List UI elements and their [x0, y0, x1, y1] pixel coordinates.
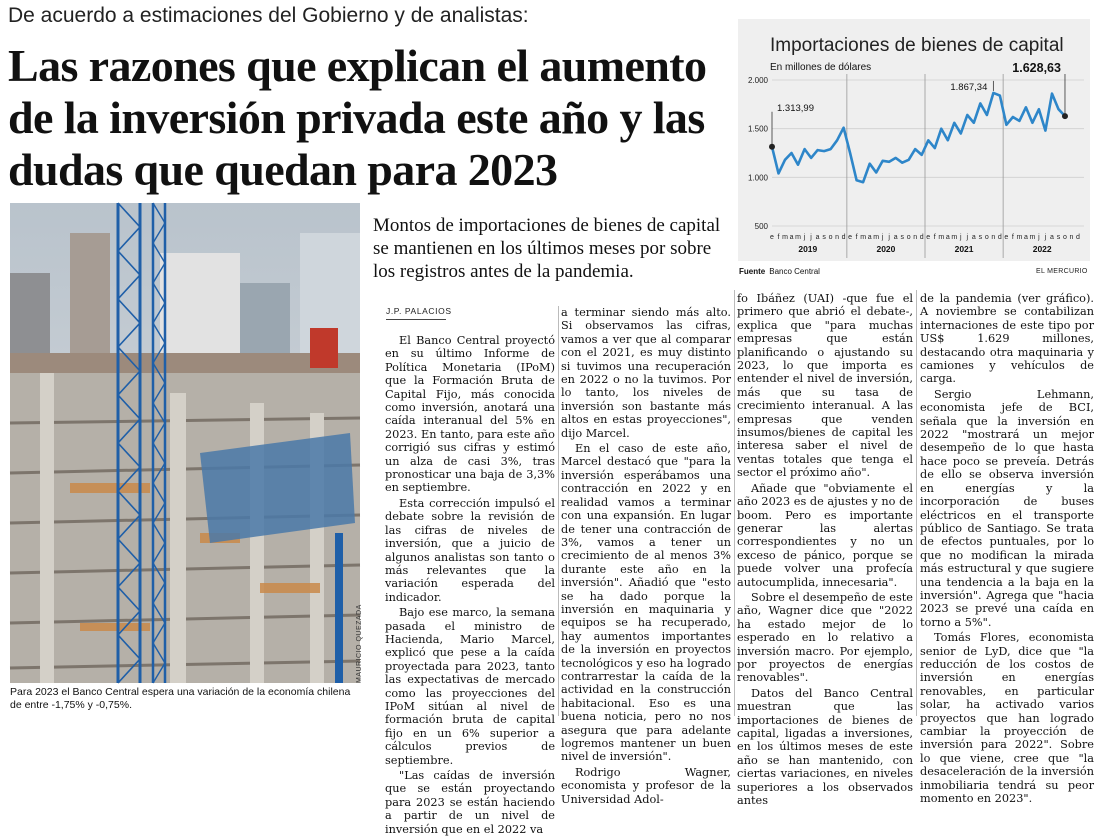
paragraph: de la pandemia (ver gráfico). A noviembre se contabilizan internaciones de este tipo por US$ 1.629 millones, destacando otra maquinaria y camiones y vehículos de carga.	[920, 292, 1094, 386]
x-tick-label: o	[906, 234, 911, 241]
x-tick-label: n	[991, 234, 996, 241]
construction-photo-illustration	[10, 203, 360, 683]
kicker: De acuerdo a estimaciones del Gobierno y de analistas:	[8, 4, 529, 27]
x-tick-label: s	[1056, 234, 1061, 241]
x-tick-label: n	[913, 234, 918, 241]
annotation-point	[1062, 113, 1068, 119]
construction-photo	[10, 203, 360, 683]
x-tick-label: j	[1038, 234, 1040, 241]
paragraph: Añade que "obviamente el año 2023 es de ajustes y no de boom. Pero es importante generar las alertas correspondientes y no un exceso de pánico, porque se puede volver una profecía autocumplida, innecesaria".	[737, 481, 913, 589]
x-tick-label: d	[919, 234, 924, 241]
x-tick-label: n	[1069, 234, 1074, 241]
chart-source	[739, 267, 820, 276]
x-tick-label: m	[1016, 234, 1023, 241]
article-column-2	[561, 306, 731, 808]
x-tick-label: j	[881, 234, 884, 241]
x-tick-label: d	[841, 234, 846, 241]
x-tick-label: f	[855, 234, 858, 241]
x-tick-label: e	[926, 234, 931, 241]
paragraph: El Banco Central proyectó en su último Informe de Política Monetaria (IPoM) que la Formación Bruta de Capital Fijo, más conocida como inversión, anotará una caída interanual del 5% en 2023. En tanto, para este año corrigió sus cifras y estimó un alza de casi 3%, tras pronosticar una baja de 3,3% en septiembre.	[385, 334, 555, 495]
deck: Montos de importaciones de bienes de capital se mantienen en los últimos meses por sobre los registros antes de la pandemia.	[373, 215, 721, 282]
annotation-label: 1.867,34	[950, 81, 988, 93]
x-tick-label: a	[971, 234, 976, 241]
byline-rule	[386, 319, 446, 320]
photo-credit	[356, 603, 368, 683]
x-tick-label: m	[782, 234, 788, 241]
series-line	[772, 93, 1065, 182]
paragraph: "Las caídas de inversión que se están proyectando para 2023 se están haciendo a partir de un nivel de inversión que en el 2022 va	[385, 769, 555, 836]
x-tick-label: j	[803, 234, 806, 241]
x-tick-label: o	[828, 234, 833, 241]
photo-caption: Para 2023 el Banco Central espera una variación de la economía chilena de entre -1,75% y -0,75%.	[10, 686, 351, 711]
column-divider	[734, 290, 735, 716]
x-tick-label: m	[873, 234, 880, 241]
x-tick-label: f	[933, 234, 936, 241]
x-tick-label: a	[893, 234, 898, 241]
year-label: 2022	[1032, 244, 1052, 254]
y-tick-label: 2.000	[747, 76, 768, 85]
year-label: 2020	[876, 244, 896, 254]
x-tick-label: m	[795, 234, 801, 241]
x-tick-label: e	[848, 234, 853, 241]
x-tick-label: d	[997, 234, 1002, 241]
x-tick-label: m	[951, 234, 958, 241]
x-tick-label: a	[1023, 234, 1028, 241]
paragraph: Bajo ese marco, la semana pasada el ministro de Hacienda, Mario Marcel, explicó que pese a la caída proyectada para 2023, tanto las expectativas de mercado como las proyecciones del IPoM sitúan al nivel de formación bruta de capital fijo en un 6% superior a cálculos previos de septiembre.	[385, 606, 555, 767]
chart-source-label: Fuente	[739, 267, 766, 276]
x-tick-label: f	[1011, 234, 1014, 241]
year-label: 2021	[954, 244, 974, 254]
x-tick-label: s	[900, 234, 904, 241]
article-column-3	[737, 292, 913, 809]
x-tick-label: a	[789, 234, 794, 241]
paragraph: Esta corrección impulsó el debate sobre la revisión de las cifras de niveles de inversión, que a juicio de algunos analistas son tanto o más relevantes que la variación esperada del indicador.	[385, 496, 555, 604]
paragraph: Rodrigo Wagner, economista y profesor de la Universidad Adol-	[561, 765, 731, 806]
x-tick-label: a	[945, 234, 950, 241]
x-tick-label: e	[1004, 234, 1009, 241]
paragraph: Tomás Flores, economista senior de LyD, dice que "la reducción de los costos de inversión en energías renovables, en particular solar, ha activado varios proyectos que han logrado cambiar la proyección de inversión para 2022". Sobre lo que viene, cree que "la desaceleración de la inversión inmobiliaria tendrá su peor momento en 2023".	[920, 631, 1094, 806]
chart-source-value: Banco Central	[769, 267, 820, 276]
paragraph: En el caso de este año, Marcel destacó que "para la inversión esperábamos una contracción en 2022 y en realidad vamos a terminar con una expansión. En lugar de tener una contracción de 3%, vamos a tener un crecimiento de al menos 3% durante este año en la inversión". Añadió que "esto se ha dado porque la inversión en maquinaria y equipos se ha recuperado, hay aumentos importantes de la inversión en proyectos tecnológicos y eso ha logrado contrarrestar la caída de la actividad en la construcción habitacional. Eso es una buena noticia, pero no nos asegura que para adelante logremos mantener un buen nivel de inversión".	[561, 442, 731, 764]
paragraph: Sergio Lehmann, economista jefe de BCI, señala que la inversión en 2022 "mostrará un mejor desempeño de lo que hasta hace poco se preveía. Detrás de ello se observa inversión en energías y la incorporación de buses eléctricos en el transporte público de Santiago. Se trata de efectos puntuales, por lo que no modifican la mirada más estructural y que sugiere una tendencia a la baja en la inversión". Agrega que "hacia 2023 se prevé una caída en torno a 5%".	[920, 387, 1094, 629]
paragraph: Sobre el desempeño de este año, Wagner dice que "2022 ha estado mejor de lo esperado en lo relativo a inversión macro. Por ejemplo, por proyectos de energías renovables".	[737, 590, 913, 685]
x-tick-label: o	[1063, 234, 1067, 241]
imports-line-chart	[738, 19, 1090, 261]
x-tick-label: j	[888, 234, 890, 241]
headline: Las razones que explican el aumento de la inversión privada este año y las dudas que quedan para 2023	[8, 40, 707, 195]
annotation-label: 1.628,63	[1012, 61, 1061, 75]
y-tick-label: 1.000	[747, 173, 768, 183]
paragraph: fo Ibáñez (UAI) -que fue el primero que abrió el debate-, explica que "para muchas empresas que están planificando o ajustando su 2023, lo que importa es entender el nivel de inversión, más que su tasa de crecimiento interanual. A las empresas que venden insumos/bienes de capital les interesa saber el nivel de ventas totales que tenga el sector el próximo año".	[737, 292, 913, 480]
x-tick-label: s	[978, 234, 983, 241]
x-tick-label: o	[984, 234, 989, 241]
column-divider	[916, 290, 917, 716]
x-tick-label: j	[1044, 234, 1047, 241]
x-tick-label: f	[777, 234, 780, 241]
x-tick-label: m	[938, 234, 945, 241]
column-divider	[558, 306, 559, 716]
x-tick-label: n	[835, 234, 840, 241]
x-tick-label: m	[860, 234, 867, 241]
paragraph: Datos del Banco Central muestran que las importaciones de bienes de capital, ligadas a inversiones, en los últimos meses de este año se han mantenido, con ciertas variaciones, en niveles superiores a los observados antes	[737, 686, 913, 808]
year-label: 2019	[798, 244, 818, 254]
x-tick-label: s	[822, 234, 826, 241]
article-column-4	[920, 292, 1094, 807]
x-tick-label: a	[1050, 234, 1054, 241]
chart-brand: EL MERCURIO	[1036, 268, 1088, 275]
chart-title: Importaciones de bienes de capital	[770, 35, 1064, 56]
x-tick-label: j	[960, 234, 962, 241]
x-tick-label: d	[1076, 234, 1080, 241]
y-tick-label: 500	[754, 222, 768, 231]
annotation-label: 1.313,99	[777, 102, 814, 114]
article-column-1	[385, 334, 555, 838]
x-tick-label: e	[770, 234, 774, 241]
x-tick-label: j	[810, 234, 812, 241]
chart-subtitle: En millones de dólares	[770, 62, 872, 73]
annotation-point	[769, 144, 775, 150]
photo-credit-text: MAURICIO QUEZADA	[356, 604, 363, 683]
y-tick-label: 1.500	[747, 124, 768, 134]
x-tick-label: m	[1029, 234, 1036, 241]
x-tick-label: a	[815, 234, 820, 241]
byline: J.P. PALACIOS	[386, 306, 452, 316]
x-tick-label: a	[867, 234, 872, 241]
paragraph: a terminar siendo más alto. Si observamos las cifras, vamos a ver que al comparar con el 2021, es muy distinto si tuvimos una recuperación en 2022 o no la tuvimos. Por lo tanto, los niveles de inversión son bastante más altos en estas proyecciones", dijo Marcel.	[561, 306, 731, 440]
x-tick-label: j	[966, 234, 969, 241]
